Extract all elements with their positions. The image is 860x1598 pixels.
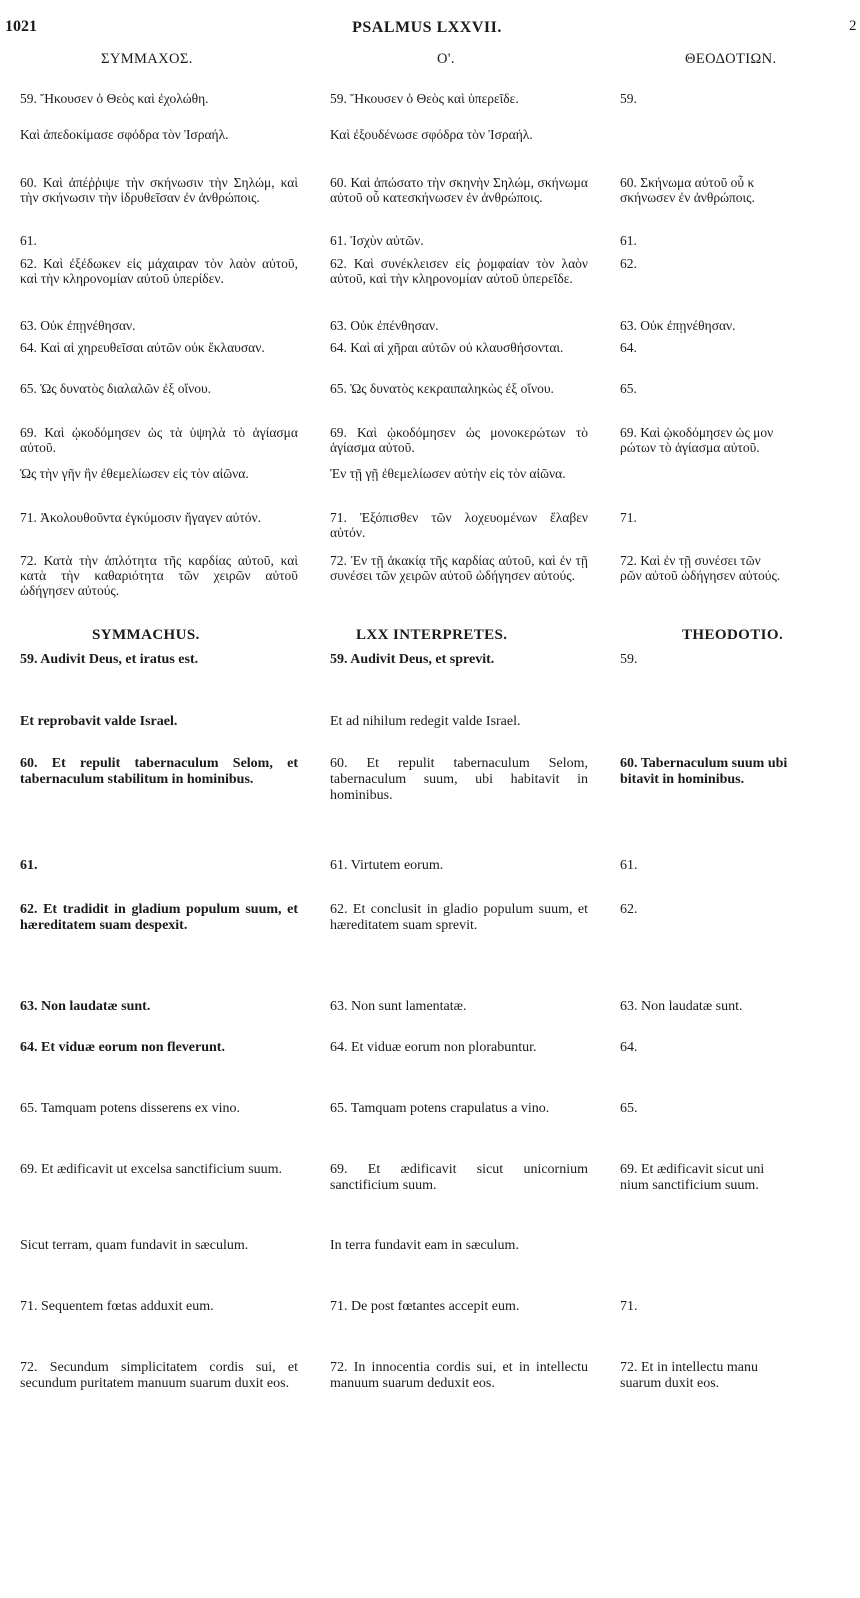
theo-greek-69b: ρώτων τὸ ἁγίασμα αὐτοῦ. xyxy=(620,440,760,455)
lxx-latin-69b: In terra fundavit eam in sæculum. xyxy=(330,1238,519,1253)
sym-greek-63: 63. Οὐκ ἐπῃνέθησαν. xyxy=(20,318,136,333)
theo-greek-65: 65. xyxy=(620,381,637,396)
page-number: 1021 xyxy=(5,18,37,35)
lxx-greek-69b: Ἐν τῇ γῇ ἐθεμελίωσεν αὐτὴν εἰς τὸν αἰῶνα. xyxy=(330,466,566,481)
sym-latin-61: 61. xyxy=(20,858,38,873)
sym-latin-65: 65. Tamquam potens disserens ex vino. xyxy=(20,1101,241,1116)
lxx-greek-60: 60. Καὶ ἀπώσατο τὴν σκηνὴν Σηλώμ, σκήνωμα αὐτοῦ οὗ κατεσκήνωσεν ἐν ἀνθρώποις. xyxy=(330,175,588,205)
sym-latin-69: 69. Et ædificavit ut excelsa sanctificium suum. xyxy=(20,1162,283,1177)
theo-greek-71: 71. xyxy=(620,510,637,525)
lxx-latin-59: 59. Audivit Deus, et sprevit. xyxy=(330,652,495,667)
edge-mark: 2 xyxy=(849,18,857,34)
lxx-greek-64: 64. Καὶ αἱ χῆραι αὐτῶν οὐ κλαυσθήσονται. xyxy=(330,340,564,355)
sym-greek-64: 64. Καὶ αἱ χηρευθεῖσαι αὐτῶν οὐκ ἔκλαυσαν. xyxy=(20,340,265,355)
heading-symmachus-latin: SYMMACHUS. xyxy=(92,627,200,643)
lxx-latin-61: 61. Virtutem eorum. xyxy=(330,858,444,873)
theo-latin-72b: suarum duxit eos. xyxy=(620,1376,720,1391)
theo-greek-63: 63. Οὐκ ἐπῃνέθησαν. xyxy=(620,318,736,333)
lxx-greek-72: 72. Ἐν τῇ ἀκακίᾳ τῆς καρδίας αὐτοῦ, καὶ ἐν τῇ συνέσει τῶν χειρῶν αὐτοῦ ὡδήγησεν αὐτούς. xyxy=(330,553,588,583)
page-header xyxy=(0,18,857,42)
theo-greek-60b: σκήνωσεν ἐν ἀνθρώποις. xyxy=(620,190,755,205)
sym-greek-71: 71. Ἀκολουθοῦντα ἐγκύμοσιν ἤγαγεν αὐτόν. xyxy=(20,510,262,525)
theo-latin-65: 65. xyxy=(620,1101,638,1116)
sym-latin-59: 59. Audivit Deus, et iratus est. xyxy=(20,652,199,667)
lxx-latin-71: 71. De post fœtantes accepit eum. xyxy=(330,1299,520,1314)
theo-latin-59: 59. xyxy=(620,652,638,667)
heading-theodotion-greek: ΘΕΟΔΟΤΙΩΝ. xyxy=(685,51,777,67)
heading-lxx-greek: Ο'. xyxy=(437,51,455,67)
sym-greek-61: 61. xyxy=(20,233,37,248)
sym-latin-60: 60. Et repulit tabernaculum Selom, et tabernaculum stabilitum in hominibus. xyxy=(20,756,298,787)
theo-latin-69b: nium sanctificium suum. xyxy=(620,1178,759,1193)
lxx-greek-62: 62. Καὶ συνέκλεισεν εἰς ῥομφαίαν τὸν λαὸν αὐτοῦ, καὶ τὴν κληρονομίαν αὐτοῦ ὑπερεῖδε. xyxy=(330,256,588,286)
theo-latin-60: 60. Tabernaculum suum ubi xyxy=(620,756,788,771)
lxx-latin-60: 60. Et repulit tabernaculum Selom, tabernaculum suum, ubi habitavit in hominibus. xyxy=(330,756,588,803)
sym-latin-59b: Et reprobavit valde Israel. xyxy=(20,714,178,729)
theo-greek-64: 64. xyxy=(620,340,637,355)
heading-lxx-latin: LXX INTERPRETES. xyxy=(356,627,508,643)
lxx-latin-62: 62. Et conclusit in gladio populum suum, et hæreditatem suam sprevit. xyxy=(330,902,588,933)
theo-latin-61: 61. xyxy=(620,858,638,873)
sym-latin-62: 62. Et tradidit in gladium populum suum, et hæreditatem suam despexit. xyxy=(20,902,298,933)
lxx-latin-64: 64. Et viduæ eorum non plorabuntur. xyxy=(330,1040,537,1055)
sym-greek-59: 59. Ἤκουσεν ὁ Θεὸς καὶ ἐχολώθη. xyxy=(20,91,209,106)
sym-latin-72: 72. Secundum simplicitatem cordis sui, et secundum puritatem manuum suarum duxit eos. xyxy=(20,1360,298,1391)
theo-latin-64: 64. xyxy=(620,1040,638,1055)
theo-greek-59: 59. xyxy=(620,91,637,106)
lxx-greek-69: 69. Καὶ ᾠκοδόμησεν ὡς μονοκερώτων τὸ ἁγίασμα αὐτοῦ. xyxy=(330,425,588,455)
sym-latin-63: 63. Non laudatæ sunt. xyxy=(20,999,151,1014)
lxx-greek-59: 59. Ἤκουσεν ὁ Θεὸς καὶ ὑπερεῖδε. xyxy=(330,91,519,106)
sym-latin-64: 64. Et viduæ eorum non fleverunt. xyxy=(20,1040,225,1055)
sym-greek-60: 60. Καὶ ἀπέῤῥιψε τὴν σκήνωσιν τὴν Σηλώμ, καὶ τὴν σκήνωσιν τὴν ἱδρυθεῖσαν ἐν ἀνθρώποις. xyxy=(20,175,298,205)
lxx-greek-61: 61. Ἰσχὺν αὐτῶν. xyxy=(330,233,424,248)
theo-latin-72: 72. Et in intellectu manu xyxy=(620,1360,759,1375)
theo-greek-61: 61. xyxy=(620,233,637,248)
theo-greek-72: 72. Καὶ ἐν τῇ συνέσει τῶν xyxy=(620,553,761,568)
running-title: PSALMUS LXXVII. xyxy=(352,19,502,36)
lxx-latin-59b: Et ad nihilum redegit valde Israel. xyxy=(330,714,521,729)
sym-greek-59b: Καὶ ἀπεδοκίμασε σφόδρα τὸν Ἰσραήλ. xyxy=(20,127,229,142)
lxx-greek-59b: Καὶ ἐξουδένωσε σφόδρα τὸν Ἰσραήλ. xyxy=(330,127,533,142)
sym-greek-69b: Ὡς τὴν γῆν ἣν ἐθεμελίωσεν εἰς τὸν αἰῶνα. xyxy=(20,466,249,481)
lxx-greek-65: 65. Ὡς δυνατὸς κεκραιπαληκὼς ἐξ οἴνου. xyxy=(330,381,554,396)
theo-greek-69: 69. Καὶ ᾠκοδόμησεν ὡς μον xyxy=(620,425,774,440)
sym-greek-69: 69. Καὶ ᾠκοδόμησεν ὡς τὰ ὑψηλὰ τὸ ἁγίασμα αὐτοῦ. xyxy=(20,425,298,455)
sym-greek-62: 62. Καὶ ἐξέδωκεν εἰς μάχαιραν τὸν λαὸν αὐτοῦ, καὶ τὴν κληρονομίαν αὐτοῦ ὑπερίδεν. xyxy=(20,256,298,286)
sym-latin-71: 71. Sequentem fœtas adduxit eum. xyxy=(20,1299,214,1314)
lxx-latin-72: 72. In innocentia cordis sui, et in intellectu manuum suarum deduxit eos. xyxy=(330,1360,588,1391)
theo-latin-60b: bitavit in hominibus. xyxy=(620,772,745,787)
heading-theodotion-latin: THEODOTIO. xyxy=(682,627,784,643)
theo-latin-69: 69. Et ædificavit sicut uni xyxy=(620,1162,765,1177)
sym-greek-72: 72. Κατὰ τὴν ἁπλότητα τῆς καρδίας αὐτοῦ, καὶ κατὰ τὴν καθαριότητα τῶν χειρῶν αὐτοῦ ὡδήγησεν αὐτούς. xyxy=(20,553,298,598)
lxx-greek-63: 63. Οὐκ ἐπένθησαν. xyxy=(330,318,439,333)
theo-greek-62: 62. xyxy=(620,256,637,271)
lxx-latin-69: 69. Et ædificavit sicut unicornium sanctificium suum. xyxy=(330,1162,588,1193)
theo-latin-63: 63. Non laudatæ sunt. xyxy=(620,999,743,1014)
lxx-greek-71: 71. Ἐξόπισθεν τῶν λοχευομένων ἔλαβεν αὐτόν. xyxy=(330,510,588,540)
lxx-latin-63: 63. Non sunt lamentatæ. xyxy=(330,999,467,1014)
theo-greek-60: 60. Σκήνωμα αὐτοῦ οὗ κ xyxy=(620,175,755,190)
theo-latin-71: 71. xyxy=(620,1299,638,1314)
sym-latin-69b: Sicut terram, quam fundavit in sæculum. xyxy=(20,1238,249,1253)
theo-latin-62: 62. xyxy=(620,902,638,917)
sym-greek-65: 65. Ὡς δυνατὸς διαλαλῶν ἐξ οἴνου. xyxy=(20,381,212,396)
lxx-latin-65: 65. Tamquam potens crapulatus a vino. xyxy=(330,1101,550,1116)
heading-symmachus-greek: ΣΥΜΜΑΧΟΣ. xyxy=(101,51,193,67)
theo-greek-72b: ρῶν αὐτοῦ ὡδήγησεν αὐτούς. xyxy=(620,568,781,583)
